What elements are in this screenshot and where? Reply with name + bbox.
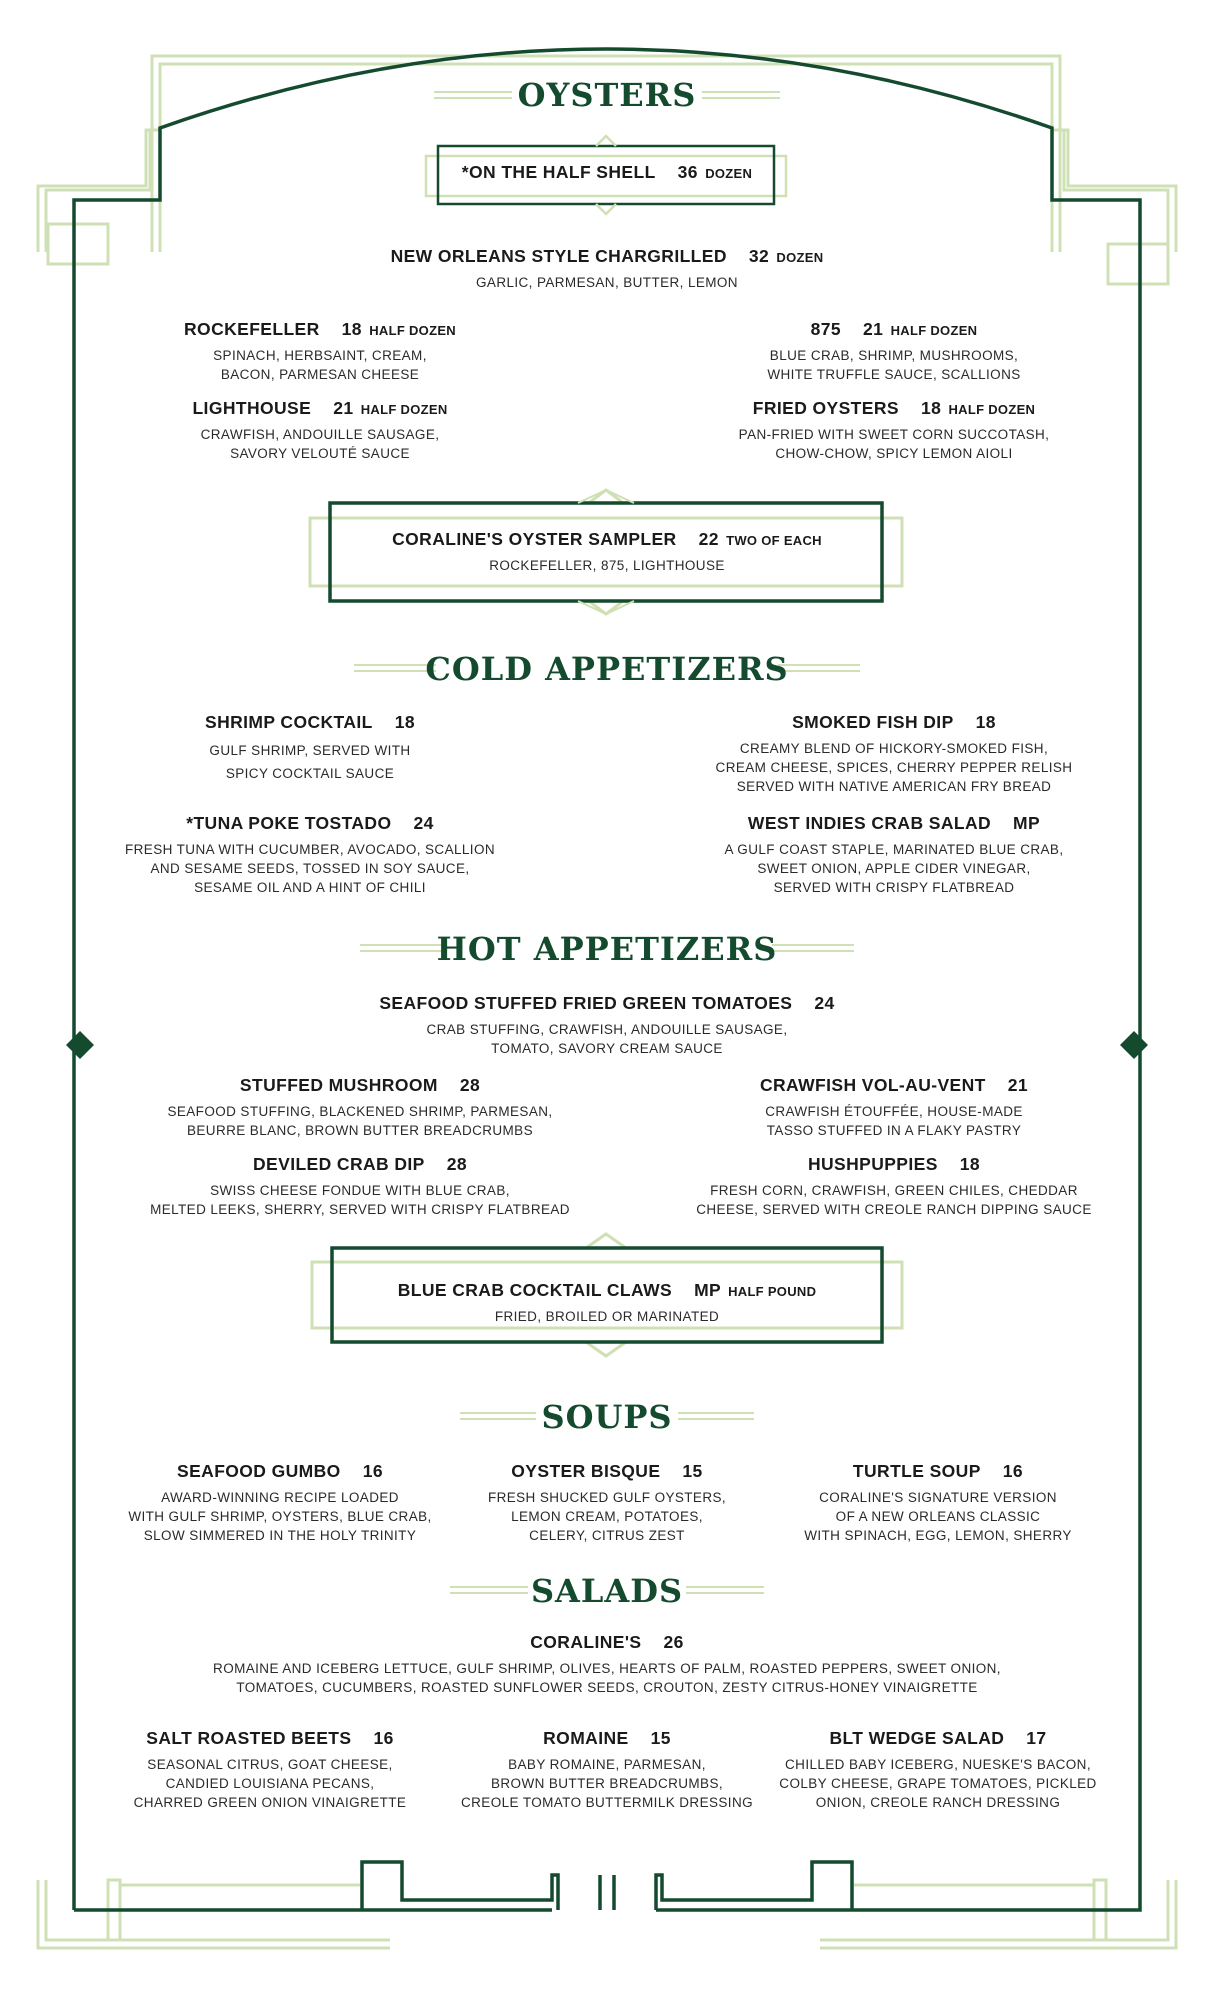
menu-item-875 xyxy=(694,319,1094,340)
menu-item-chargrilled xyxy=(307,246,907,267)
menu-item-fried-green-tomatoes xyxy=(307,993,907,1014)
item-description: FRESH SHUCKED GULF OYSTERS, LEMON CREAM, POTATOES, CELERY, CITRUS ZEST xyxy=(487,1490,727,1543)
item-price: 17 xyxy=(1026,1728,1047,1748)
item-unit: DOZEN xyxy=(705,166,753,181)
item-name: SMOKED FISH DIP xyxy=(792,712,954,732)
item-price: 28 xyxy=(459,1075,481,1095)
item-price: 15 xyxy=(650,1728,671,1748)
item-price: 15 xyxy=(682,1461,703,1481)
section-title-oysters: OYSTERS xyxy=(517,76,697,114)
item-name: STUFFED MUSHROOM xyxy=(239,1075,438,1095)
item-name: SALT ROASTED BEETS xyxy=(146,1728,352,1748)
menu-item-fried-oysters xyxy=(694,398,1094,419)
item-price: 16 xyxy=(373,1728,394,1748)
menu-item-coralines-salad xyxy=(307,1632,907,1653)
item-name: FRIED OYSTERS xyxy=(752,398,899,418)
item-description: AWARD-WINNING RECIPE LOADED WITH GULF SHRIMP, OYSTERS, BLUE CRAB, SLOW SIMMERED IN THE HOLY TRINITY xyxy=(128,1490,432,1543)
section-title-soups: SOUPS xyxy=(541,1398,673,1436)
item-name: *ON THE HALF SHELL xyxy=(461,162,656,182)
item-price: 22 xyxy=(698,529,719,549)
item-name: *TUNA POKE TOSTADO xyxy=(186,813,392,833)
item-price: 16 xyxy=(362,1461,383,1481)
item-name: SEAFOOD GUMBO xyxy=(177,1461,341,1481)
section-title-salads: SALADS xyxy=(530,1572,684,1610)
item-description: CRAB STUFFING, CRAWFISH, ANDOUILLE SAUSAGE, TOMATO, SAVORY CREAM SAUCE xyxy=(426,1022,788,1056)
item-name: SEAFOOD STUFFED FRIED GREEN TOMATOES xyxy=(379,993,793,1013)
menu-item-vol-au-vent xyxy=(644,1075,1144,1096)
item-price: 32 xyxy=(748,246,770,266)
item-description: CREAMY BLEND OF HICKORY-SMOKED FISH, CREAM CHEESE, SPICES, CHERRY PEPPER RELISH SERVED WITH NATIVE AMERICAN FRY BREAD xyxy=(715,741,1073,794)
item-unit: HALF DOZEN xyxy=(369,323,456,338)
item-name: LIGHTHOUSE xyxy=(192,398,312,418)
item-price: 18 xyxy=(959,1154,981,1174)
menu-item-romaine xyxy=(427,1728,787,1749)
item-unit: HALF DOZEN xyxy=(948,402,1036,417)
item-price: 18 xyxy=(975,712,996,732)
menu-item-crab-salad xyxy=(644,813,1144,834)
menu-item-deviled-crab-dip xyxy=(100,1154,620,1175)
menu-item-blt-wedge xyxy=(758,1728,1118,1749)
item-name: CORALINE'S OYSTER SAMPLER xyxy=(392,529,677,549)
item-name: TURTLE SOUP xyxy=(852,1461,981,1481)
item-description: ROMAINE AND ICEBERG LETTUCE, GULF SHRIMP, OLIVES, HEARTS OF PALM, ROASTED PEPPERS, SWEET ONION, TOMATOES, CUCUMBERS, ROASTED SUNFLOWER SEEDS, CROUTON, ZESTY CITRUS-HONEY VINAIGRETTE xyxy=(213,1661,1001,1695)
menu-item-oyster-sampler xyxy=(357,529,857,550)
item-description: FRESH TUNA WITH CUCUMBER, AVOCADO, SCALLION AND SESAME SEEDS, TOSSED IN SOY SAUCE, SESAME OIL AND A HINT OF CHILI xyxy=(125,842,495,895)
item-price: MP xyxy=(694,1280,721,1300)
item-name: HUSHPUPPIES xyxy=(807,1154,938,1174)
item-description: FRESH CORN, CRAWFISH, GREEN CHILES, CHEDDAR CHEESE, SERVED WITH CREOLE RANCH DIPPING SAUCE xyxy=(696,1183,1092,1217)
item-description: BLUE CRAB, SHRIMP, MUSHROOMS, WHITE TRUFFLE SAUCE, SCALLIONS xyxy=(767,348,1021,382)
item-description: GULF SHRIMP, SERVED WITH SPICY COCKTAIL SAUCE xyxy=(209,743,411,781)
menu-item-shrimp-cocktail xyxy=(110,712,510,733)
menu-item-seafood-gumbo xyxy=(100,1461,460,1482)
menu-item-salt-roasted-beets xyxy=(100,1728,440,1749)
menu-item-oyster-bisque xyxy=(457,1461,757,1482)
item-description: BABY ROMAINE, PARMESAN, BROWN BUTTER BREADCRUMBS, CREOLE TOMATO BUTTERMILK DRESSING xyxy=(461,1757,753,1810)
section-title-cold-appetizers: COLD APPETIZERS xyxy=(425,650,789,688)
menu-item-hushpuppies xyxy=(644,1154,1144,1175)
menu-item-half-shell xyxy=(407,162,807,183)
menu-item-stuffed-mushroom xyxy=(100,1075,620,1096)
item-price: 24 xyxy=(413,813,434,833)
item-price: 16 xyxy=(1002,1461,1024,1481)
item-name: 875 xyxy=(810,319,842,339)
item-description: CORALINE'S SIGNATURE VERSION OF A NEW ORLEANS CLASSIC WITH SPINACH, EGG, LEMON, SHERRY xyxy=(804,1490,1072,1543)
item-price: MP xyxy=(1013,813,1041,833)
item-unit: DOZEN xyxy=(776,250,824,265)
item-name: NEW ORLEANS STYLE CHARGRILLED xyxy=(390,246,727,266)
item-price: 28 xyxy=(446,1154,467,1174)
item-price: 18 xyxy=(394,712,415,732)
item-unit: HALF DOZEN xyxy=(360,402,448,417)
item-description: A GULF COAST STAPLE, MARINATED BLUE CRAB, SWEET ONION, APPLE CIDER VINEGAR, SERVED WITH CRISPY FLATBREAD xyxy=(724,842,1064,895)
item-name: SHRIMP COCKTAIL xyxy=(205,712,373,732)
item-price: 21 xyxy=(863,319,884,339)
item-description: CHILLED BABY ICEBERG, NUESKE'S BACON, COLBY CHEESE, GRAPE TOMATOES, PICKLED ONION, CREOLE RANCH DRESSING xyxy=(779,1757,1097,1810)
item-description: SWISS CHEESE FONDUE WITH BLUE CRAB, MELTED LEEKS, SHERRY, SERVED WITH CRISPY FLATBREAD xyxy=(150,1183,570,1217)
item-name: BLT WEDGE SALAD xyxy=(829,1728,1005,1748)
item-description: SEASONAL CITRUS, GOAT CHEESE, CANDIED LOUISIANA PECANS, CHARRED GREEN ONION VINAIGRETTE xyxy=(133,1757,407,1810)
item-description: SPINACH, HERBSAINT, CREAM, BACON, PARMESAN CHEESE xyxy=(213,348,427,382)
item-description: FRIED, BROILED OR MARINATED xyxy=(494,1309,720,1324)
item-unit: TWO OF EACH xyxy=(726,533,822,548)
item-price: 26 xyxy=(663,1632,684,1652)
item-price: 18 xyxy=(341,319,362,339)
item-description: GARLIC, PARMESAN, BUTTER, LEMON xyxy=(476,275,738,290)
menu-item-smoked-fish-dip xyxy=(644,712,1144,733)
menu-item-turtle-soup xyxy=(758,1461,1118,1482)
item-name: OYSTER BISQUE xyxy=(511,1461,661,1481)
item-price: 21 xyxy=(1007,1075,1029,1095)
item-name: CRAWFISH VOL-AU-VENT xyxy=(759,1075,986,1095)
item-unit: HALF POUND xyxy=(728,1284,817,1299)
item-description: CRAWFISH ÉTOUFFÉE, HOUSE-MADE TASSO STUFFED IN A FLAKY PASTRY xyxy=(765,1104,1023,1138)
item-description: SEAFOOD STUFFING, BLACKENED SHRIMP, PARMESAN, BEURRE BLANC, BROWN BUTTER BREADCRUMBS xyxy=(167,1104,553,1138)
item-name: ROCKEFELLER xyxy=(184,319,320,339)
item-name: ROMAINE xyxy=(543,1728,629,1748)
item-name: WEST INDIES CRAB SALAD xyxy=(747,813,992,833)
item-price: 24 xyxy=(814,993,835,1013)
item-description: CRAWFISH, ANDOUILLE SAUSAGE, SAVORY VELOUTÉ SAUCE xyxy=(200,427,440,461)
item-description: PAN-FRIED WITH SWEET CORN SUCCOTASH, CHOW-CHOW, SPICY LEMON AIOLI xyxy=(738,427,1050,461)
menu-item-tuna-poke xyxy=(90,813,530,834)
item-unit: HALF DOZEN xyxy=(890,323,978,338)
section-title-hot-appetizers: HOT APPETIZERS xyxy=(436,930,778,968)
menu-item-crab-claws xyxy=(357,1280,857,1301)
item-description: ROCKEFELLER, 875, LIGHTHOUSE xyxy=(489,558,725,573)
item-name: BLUE CRAB COCKTAIL CLAWS xyxy=(397,1280,673,1300)
item-name: DEVILED CRAB DIP xyxy=(253,1154,425,1174)
item-price: 18 xyxy=(920,398,942,418)
item-price: 36 xyxy=(677,162,698,182)
menu-item-rockefeller xyxy=(120,319,520,340)
menu-item-lighthouse xyxy=(120,398,520,419)
item-name: CORALINE'S xyxy=(530,1632,642,1652)
item-price: 21 xyxy=(333,398,354,418)
